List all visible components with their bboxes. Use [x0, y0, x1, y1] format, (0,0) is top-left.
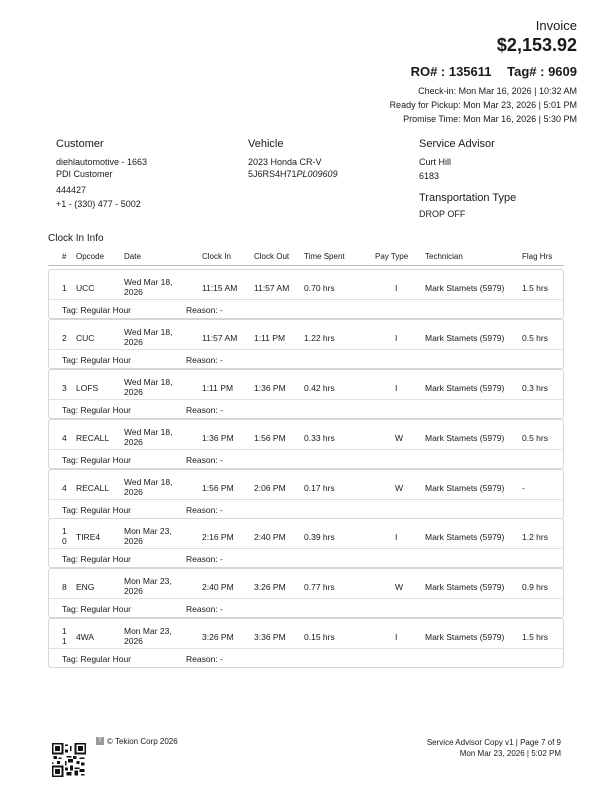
invoice-total: $2,153.92: [496, 35, 577, 55]
record-divider: [48, 299, 564, 300]
record-tag: [62, 305, 131, 315]
invoice-dates: [390, 84, 577, 126]
transportation-type: DROP OFF: [419, 209, 466, 219]
col-time-spent: Time Spent: [304, 252, 345, 261]
record-clock-out: 1:56 PM: [254, 433, 286, 443]
record-tag: [62, 355, 131, 365]
reason-value: -: [220, 604, 223, 614]
printed-timestamp: Mon Mar 23, 2026 | 5:02 PM: [459, 749, 561, 758]
record-date-line1: Mon Mar 23,: [124, 626, 172, 636]
tag-label: Tag:: [62, 604, 79, 614]
tekion-logo-icon: T: [96, 737, 104, 745]
vehicle-block: [248, 138, 338, 180]
reason-label: Reason:: [186, 654, 218, 664]
record-date-line1: Wed Mar 18,: [124, 377, 173, 387]
record-index-line2: 0: [62, 536, 67, 546]
record-date-line2: 2026: [124, 287, 143, 297]
record-technician: Mark Stamets (5979): [425, 532, 505, 542]
record-index: [62, 433, 70, 443]
reason-value: -: [220, 505, 223, 515]
record-technician: Mark Stamets (5979): [425, 483, 505, 493]
record-pay-type: W: [395, 582, 404, 592]
reason-label: Reason:: [186, 355, 218, 365]
record-pay-type: I: [395, 283, 398, 293]
vehicle-vin: [248, 168, 338, 180]
invoice-header: [390, 18, 577, 126]
reason-label: Reason:: [186, 554, 218, 564]
record-opcode: UCC: [76, 283, 95, 293]
record-date-line2: 2026: [124, 387, 143, 397]
record-date-line2: 2026: [124, 636, 143, 646]
invoice-label: Invoice: [535, 18, 577, 33]
record-date-line2: 2026: [124, 536, 143, 546]
customer-heading: Customer: [56, 138, 104, 150]
clock-in-table-header: [48, 248, 564, 266]
record-time-spent: 0.15 hrs: [304, 632, 335, 642]
record-time-spent: 0.77 hrs: [304, 582, 335, 592]
clock-in-record: [48, 269, 564, 319]
record-opcode: ENG: [76, 582, 95, 592]
record-date-line1: Mon Mar 23,: [124, 526, 172, 536]
record-clock-in: 1:56 PM: [202, 483, 234, 493]
record-index: [62, 333, 70, 343]
page-info: [427, 737, 561, 759]
record-date: [124, 327, 173, 347]
ro-number: RO# : 135611: [410, 64, 492, 79]
record-time-spent: 1.22 hrs: [304, 333, 335, 343]
record-divider: [48, 499, 564, 500]
col-flag-hrs: Flag Hrs: [522, 252, 553, 261]
col-clock-in: Clock In: [202, 252, 231, 261]
record-flag-hrs: 0.9 hrs: [522, 582, 548, 592]
col-opcode: Opcode: [76, 252, 105, 261]
record-index: [62, 483, 70, 493]
record-divider: [48, 548, 564, 549]
checkin-time: Check-in: Mon Mar 16, 2026 | 10:32 AM: [418, 86, 577, 96]
tag-value: Regular Hour: [80, 405, 132, 415]
record-clock-in: 2:16 PM: [202, 532, 234, 542]
record-date-line2: 2026: [124, 487, 143, 497]
record-date: [124, 526, 172, 546]
vin-prefix: 5J6RS4H71: [248, 169, 297, 179]
reason-value: -: [220, 455, 223, 465]
service-advisor-block: [419, 138, 516, 220]
record-index: [62, 283, 70, 293]
record-opcode: RECALL: [76, 433, 110, 443]
record-technician: Mark Stamets (5979): [425, 582, 505, 592]
col-pay-type: Pay Type: [375, 252, 409, 261]
service-advisor-id: 6183: [419, 171, 440, 181]
reason-label: Reason:: [186, 405, 218, 415]
record-index-line1: 1: [62, 526, 67, 536]
record-flag-hrs: 0.5 hrs: [522, 333, 548, 343]
record-technician: Mark Stamets (5979): [425, 283, 505, 293]
tag-label: Tag:: [62, 305, 79, 315]
record-pay-type: W: [395, 483, 404, 493]
record-flag-hrs: 1.2 hrs: [522, 532, 548, 542]
record-technician: Mark Stamets (5979): [425, 433, 505, 443]
record-pay-type: I: [395, 532, 398, 542]
record-clock-in: 11:15 AM: [202, 283, 238, 293]
record-clock-out: 2:06 PM: [254, 483, 286, 493]
copyright-text: © Tekion Corp 2026: [107, 737, 178, 746]
tag-value: Regular Hour: [80, 505, 132, 515]
customer-name: diehlautomotive - 1663: [56, 157, 148, 167]
record-index: [62, 626, 70, 646]
record-opcode: CUC: [76, 333, 95, 343]
ro-tag-line: [390, 64, 577, 79]
record-time-spent: 0.70 hrs: [304, 283, 335, 293]
tag-label: Tag:: [62, 405, 79, 415]
record-clock-out: 3:26 PM: [254, 582, 286, 592]
vehicle-heading: Vehicle: [248, 138, 284, 150]
record-reason: [186, 604, 223, 614]
tag-number: Tag# : 9609: [507, 64, 577, 79]
record-divider: [48, 449, 564, 450]
record-index-line1: 1: [62, 626, 67, 636]
col-clock-out: Clock Out: [254, 252, 290, 261]
record-clock-in: 11:57 AM: [202, 333, 238, 343]
record-reason: [186, 505, 223, 515]
vehicle-model: 2023 Honda CR-V: [248, 157, 322, 167]
record-divider: [48, 648, 564, 649]
clock-in-record: [48, 469, 564, 519]
customer-phone: +1 - (330) 477 - 5002: [56, 199, 141, 209]
clock-in-record: [48, 618, 564, 668]
record-reason: [186, 355, 223, 365]
record-clock-out: 1:11 PM: [254, 333, 286, 343]
record-reason: [186, 305, 223, 315]
promise-time: Promise Time: Mon Mar 16, 2026 | 5:30 PM: [403, 114, 577, 124]
record-flag-hrs: 0.5 hrs: [522, 433, 548, 443]
tag-value: Regular Hour: [80, 355, 132, 365]
record-index: [62, 526, 70, 546]
record-reason: [186, 554, 223, 564]
clock-in-record: [48, 568, 564, 618]
record-date: [124, 427, 173, 447]
record-reason: [186, 455, 223, 465]
record-technician: Mark Stamets (5979): [425, 632, 505, 642]
customer-number: 444427: [56, 185, 87, 195]
record-divider: [48, 598, 564, 599]
record-clock-in: 1:36 PM: [202, 433, 234, 443]
transportation-heading: Transportation Type: [419, 192, 517, 204]
record-clock-in: 3:26 PM: [202, 632, 234, 642]
record-date-line1: Mon Mar 23,: [124, 576, 172, 586]
record-date-line2: 2026: [124, 337, 143, 347]
customer-block: [56, 138, 147, 210]
record-clock-out: 11:57 AM: [254, 283, 290, 293]
record-flag-hrs: 1.5 hrs: [522, 283, 548, 293]
record-reason: [186, 405, 223, 415]
col-num: #: [62, 252, 67, 261]
record-date-line1: Wed Mar 18,: [124, 427, 173, 437]
reason-label: Reason:: [186, 455, 218, 465]
record-opcode: RECALL: [76, 483, 110, 493]
reason-value: -: [220, 554, 223, 564]
record-reason: [186, 654, 223, 664]
record-index: [62, 582, 70, 592]
record-opcode: LOFS: [76, 383, 99, 393]
record-clock-out: 1:36 PM: [254, 383, 286, 393]
reason-value: -: [220, 405, 223, 415]
record-date: [124, 576, 172, 596]
tag-value: Regular Hour: [80, 604, 132, 614]
record-date: [124, 377, 173, 397]
record-tag: [62, 654, 131, 664]
tag-value: Regular Hour: [80, 654, 132, 664]
tag-label: Tag:: [62, 654, 79, 664]
vin-suffix: PL009609: [296, 169, 338, 179]
reason-value: -: [220, 355, 223, 365]
tag-value: Regular Hour: [80, 455, 132, 465]
record-tag: [62, 405, 131, 415]
record-opcode: TIRE4: [76, 532, 101, 542]
record-time-spent: 0.17 hrs: [304, 483, 335, 493]
record-pay-type: I: [395, 383, 398, 393]
col-date: Date: [124, 252, 141, 261]
record-time-spent: 0.42 hrs: [304, 383, 335, 393]
record-time-spent: 0.39 hrs: [304, 532, 335, 542]
tag-label: Tag:: [62, 505, 79, 515]
record-date: [124, 277, 173, 297]
clock-in-record: [48, 518, 564, 568]
record-index-line1: 2: [62, 333, 67, 343]
record-divider: [48, 349, 564, 350]
reason-label: Reason:: [186, 505, 218, 515]
record-date: [124, 477, 173, 497]
record-clock-out: 3:36 PM: [254, 632, 286, 642]
reason-value: -: [220, 654, 223, 664]
record-index-line1: 4: [62, 483, 67, 493]
record-flag-hrs: 1.5 hrs: [522, 632, 548, 642]
record-tag: [62, 604, 131, 614]
clock-in-record: [48, 369, 564, 419]
ready-time: Ready for Pickup: Mon Mar 23, 2026 | 5:01 PM: [389, 100, 577, 110]
record-date-line1: Wed Mar 18,: [124, 277, 173, 287]
reason-value: -: [220, 305, 223, 315]
record-technician: Mark Stamets (5979): [425, 383, 505, 393]
record-clock-out: 2:40 PM: [254, 532, 286, 542]
record-date-line2: 2026: [124, 437, 143, 447]
col-technician: Technician: [425, 252, 463, 261]
qr-code-icon: [52, 743, 86, 777]
record-index-line1: 3: [62, 383, 67, 393]
record-flag-hrs: 0.3 hrs: [522, 383, 548, 393]
record-date-line2: 2026: [124, 586, 143, 596]
record-index: [62, 383, 70, 393]
record-divider: [48, 399, 564, 400]
record-pay-type: I: [395, 632, 398, 642]
record-index-line2: 1: [62, 636, 67, 646]
service-advisor-name: Curt Hill: [419, 157, 452, 167]
record-technician: Mark Stamets (5979): [425, 333, 505, 343]
record-tag: [62, 505, 131, 515]
record-pay-type: W: [395, 433, 404, 443]
clock-in-record: [48, 419, 564, 469]
record-pay-type: I: [395, 333, 398, 343]
tag-value: Regular Hour: [80, 305, 132, 315]
record-index-line1: 8: [62, 582, 67, 592]
tag-label: Tag:: [62, 554, 79, 564]
clock-in-record: [48, 319, 564, 369]
record-index-line1: 4: [62, 433, 67, 443]
record-date: [124, 626, 172, 646]
tag-value: Regular Hour: [80, 554, 132, 564]
tag-label: Tag:: [62, 355, 79, 365]
customer-type: PDI Customer: [56, 169, 113, 179]
record-tag: [62, 554, 131, 564]
record-index-line1: 1: [62, 283, 67, 293]
record-flag-hrs: -: [522, 483, 525, 493]
record-clock-in: 2:40 PM: [202, 582, 234, 592]
record-tag: [62, 455, 131, 465]
reason-label: Reason:: [186, 305, 218, 315]
copy-version-page: Service Advisor Copy v1 | Page 7 of 9: [426, 738, 561, 747]
tag-label: Tag:: [62, 455, 79, 465]
record-date-line1: Wed Mar 18,: [124, 477, 173, 487]
clock-in-title: Clock In Info: [48, 233, 104, 244]
record-time-spent: 0.33 hrs: [304, 433, 335, 443]
reason-label: Reason:: [186, 604, 218, 614]
record-opcode: 4WA: [76, 632, 95, 642]
service-advisor-heading: Service Advisor: [419, 138, 495, 150]
record-date-line1: Wed Mar 18,: [124, 327, 173, 337]
record-clock-in: 1:11 PM: [202, 383, 234, 393]
